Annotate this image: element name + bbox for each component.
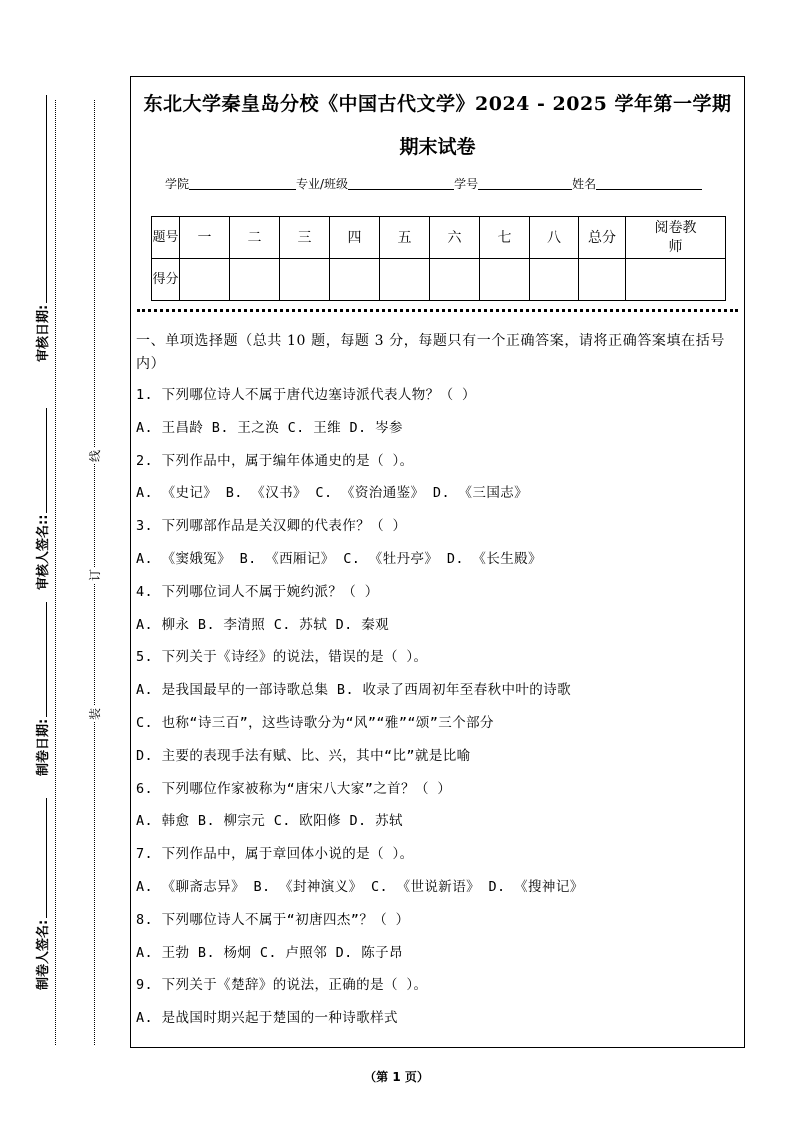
answer-options: C. 也称“诗三百”，这些诗歌分为“风”“雅”“颂”三个部分: [136, 714, 494, 731]
row-label-question-no: 题号: [152, 217, 180, 259]
binding-mark-zhuang: 装: [88, 707, 102, 720]
col-header-grader: 阅卷教师: [626, 217, 726, 259]
score-cell-grader[interactable]: [626, 259, 726, 301]
score-table-score-row: [152, 259, 726, 301]
exam-title: 东北大学秦皇岛分校《中国古代文学》2024 - 2025 学年第一学期: [143, 93, 732, 115]
score-cell[interactable]: [330, 259, 380, 301]
col-header: 二: [230, 217, 280, 259]
col-header-total: 总分: [579, 217, 626, 259]
binding-margin: [0, 0, 125, 1122]
answer-options: A. 王昌龄 B. 王之涣 C. 王维 D. 岑参: [136, 419, 403, 436]
question-line: 5. 下列关于《诗经》的说法，错误的是（ ）。: [136, 649, 428, 666]
dotted-separator: [137, 309, 738, 312]
score-table: [151, 216, 726, 301]
page-number: （第 1 页）: [364, 1070, 429, 1084]
student-info-row: [165, 175, 702, 192]
question-line: 2. 下列作品中，属于编年体通史的是（ ）。: [136, 452, 414, 469]
row-label-score: 得分: [152, 259, 180, 301]
info-name[interactable]: 姓名: [572, 175, 702, 192]
answer-options: A. 《窦娥冤》 B. 《西厢记》 C. 《牡丹亭》 D. 《长生殿》: [136, 550, 542, 567]
answer-options: A. 《史记》 B. 《汉书》 C. 《资治通鉴》 D. 《三国志》: [136, 485, 529, 502]
answer-options: A. 韩愈 B. 柳宗元 C. 欧阳修 D. 苏轼: [136, 813, 403, 830]
answer-options: A. 《聊斋志异》 B. 《封神演义》 C. 《世说新语》 D. 《搜神记》: [136, 878, 584, 895]
maker-date-label: 制卷日期:: [32, 602, 51, 776]
col-header: 三: [280, 217, 330, 259]
question-line: 8. 下列哪位诗人不属于“初唐四杰”？（ ）: [136, 911, 410, 928]
score-cell[interactable]: [480, 259, 530, 301]
reviewer-date-label: 审核日期:: [32, 95, 51, 362]
question-line: 9. 下列关于《楚辞》的说法，正确的是（ ）。: [136, 977, 428, 994]
reviewer-sign-label: 审核人签名::: [32, 408, 51, 590]
info-college[interactable]: 学院: [165, 175, 296, 192]
score-cell[interactable]: [180, 259, 230, 301]
score-cell[interactable]: [230, 259, 280, 301]
section-1-heading: 一、单项选择题（总共 10 题，每题 3 分，每题只有一个正确答案，请将正确答案填在括号内）: [136, 333, 725, 372]
col-header: 七: [480, 217, 530, 259]
question-line: 1. 下列哪位诗人不属于唐代边塞诗派代表人物？（ ）: [136, 387, 476, 403]
question-line: 6. 下列哪位作家被称为“唐宋八大家”之首？（ ）: [136, 780, 452, 797]
question-list: [136, 386, 736, 1042]
exam-subtitle: 期末试卷: [399, 136, 476, 158]
answer-options: A. 柳永 B. 李清照 C. 苏轼 D. 秦观: [136, 616, 390, 633]
col-header: 五: [380, 217, 430, 259]
maker-sign-label: 制卷人签名:: [32, 798, 51, 990]
answer-options: D. 主要的表现手法有赋、比、兴，其中“比”就是比喻: [136, 747, 471, 764]
answer-options: A. 王勃 B. 杨炯 C. 卢照邻 D. 陈子昂: [136, 944, 403, 961]
binding-mark-ding: 订: [88, 568, 102, 581]
score-cell[interactable]: [380, 259, 430, 301]
exam-paper: [130, 76, 745, 1048]
score-cell-total[interactable]: [579, 259, 626, 301]
answer-options: A. 是我国最早的一部诗歌总集 B. 收录了西周初年至春秋中叶的诗歌: [136, 682, 571, 699]
answer-options: A. 是战国时期兴起于楚国的一种诗歌样式: [136, 1010, 398, 1027]
score-cell[interactable]: [530, 259, 579, 301]
question-line: 7. 下列作品中，属于章回体小说的是（ ）。: [136, 846, 414, 863]
info-major-class[interactable]: 专业/班级: [296, 175, 454, 192]
col-header: 四: [330, 217, 380, 259]
score-cell[interactable]: [280, 259, 330, 301]
question-line: 3. 下列哪部作品是关汉卿的代表作？（ ）: [136, 518, 407, 535]
score-cell[interactable]: [430, 259, 480, 301]
col-header: 一: [180, 217, 230, 259]
col-header: 八: [530, 217, 579, 259]
question-line: 4. 下列哪位词人不属于婉约派？（ ）: [136, 583, 379, 600]
dotted-line-left: [55, 100, 56, 1045]
col-header: 六: [430, 217, 480, 259]
info-student-id[interactable]: 学号: [454, 175, 572, 192]
binding-mark-line: 线: [88, 449, 102, 462]
score-table-header-row: [152, 217, 726, 259]
